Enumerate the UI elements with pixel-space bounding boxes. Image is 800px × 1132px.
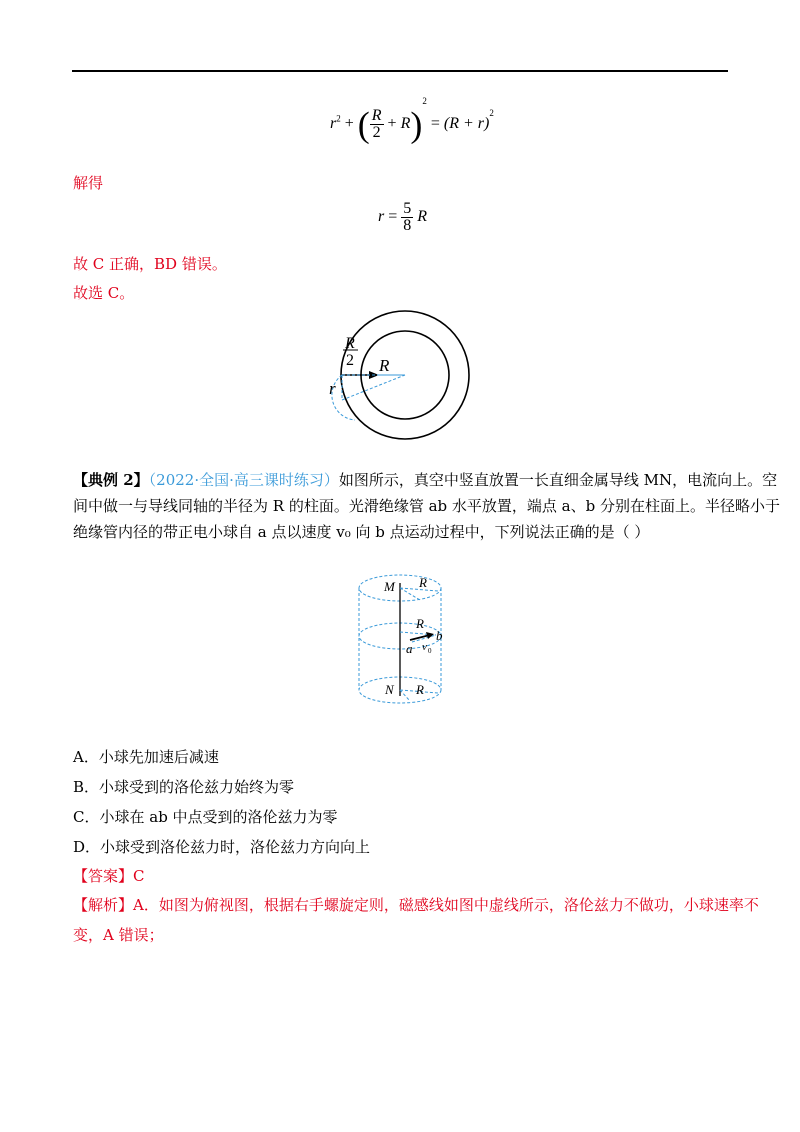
answer: 【答案】C: [73, 867, 145, 885]
example-source: （2022·全国·高三课时练习）: [148, 471, 339, 489]
svg-text:a: a: [406, 641, 413, 656]
example-line-1: [73, 467, 778, 493]
svg-text:r: r: [329, 379, 336, 398]
analysis-line-2: 变，A 错误；: [73, 926, 164, 944]
svg-text:2: 2: [346, 352, 354, 369]
solve-label: 解得: [73, 174, 104, 192]
svg-text:R: R: [345, 335, 355, 352]
svg-text:R: R: [416, 682, 424, 697]
example-paragraph: [73, 467, 780, 545]
conclusion-line-2: 故选 C。: [73, 284, 135, 302]
analysis-line-1: 【解析】A．如图为俯视图，根据右手螺旋定则，磁感线如图中虚线所示，洛伦兹力不做功，小球速率不: [73, 896, 759, 914]
cylinder-figure: [350, 568, 450, 718]
example-text-1: 如图所示，真空中竖直放置一长直细金属导线 MN，电流向上。空: [338, 471, 778, 489]
svg-text:R: R: [416, 616, 424, 631]
example-line-3: 绝缘管内径的带正电小球自 a 点以速度 v₀ 向 b 点运动过程中，下列说法正确的是（ ）: [73, 523, 650, 541]
svg-text:R: R: [379, 356, 390, 375]
analysis: [73, 892, 759, 948]
header-rule: [72, 70, 728, 72]
option-b: B．小球受到的洛伦兹力始终为零: [73, 778, 295, 796]
svg-text:N: N: [385, 682, 394, 697]
option-a: A．小球先加速后减速: [73, 748, 219, 766]
svg-text:v: v: [422, 641, 427, 653]
equation-2: r = $\frac{5}{8}$ R: [378, 200, 428, 234]
bottom-chord: [400, 690, 410, 701]
svg-text:0: 0: [428, 647, 432, 655]
conclusion-line-1: 故 C 正确，BD 错误。: [73, 255, 227, 273]
annulus-figure: [325, 310, 475, 445]
option-d: D．小球受到洛伦兹力时，洛伦兹力方向向上: [73, 838, 371, 856]
svg-text:M: M: [384, 579, 395, 594]
option-c: C．小球在 ab 中点受到的洛伦兹力为零: [73, 808, 338, 826]
example-tag: 【典例 2】: [73, 471, 149, 489]
equation-1: $r^2$ + ( $\frac{R}{2}$ + $R)^2 = (R + r)^2$: [330, 96, 494, 145]
svg-text:R: R: [419, 575, 427, 590]
example-line-2: 间中做一与导线同轴的半径为 R 的柱面。光滑绝缘管 ab 水平放置，端点 a、b 分别在柱面上。半径略小于: [73, 497, 780, 515]
svg-text:b: b: [436, 628, 443, 643]
dashed-line-b: [342, 375, 405, 400]
